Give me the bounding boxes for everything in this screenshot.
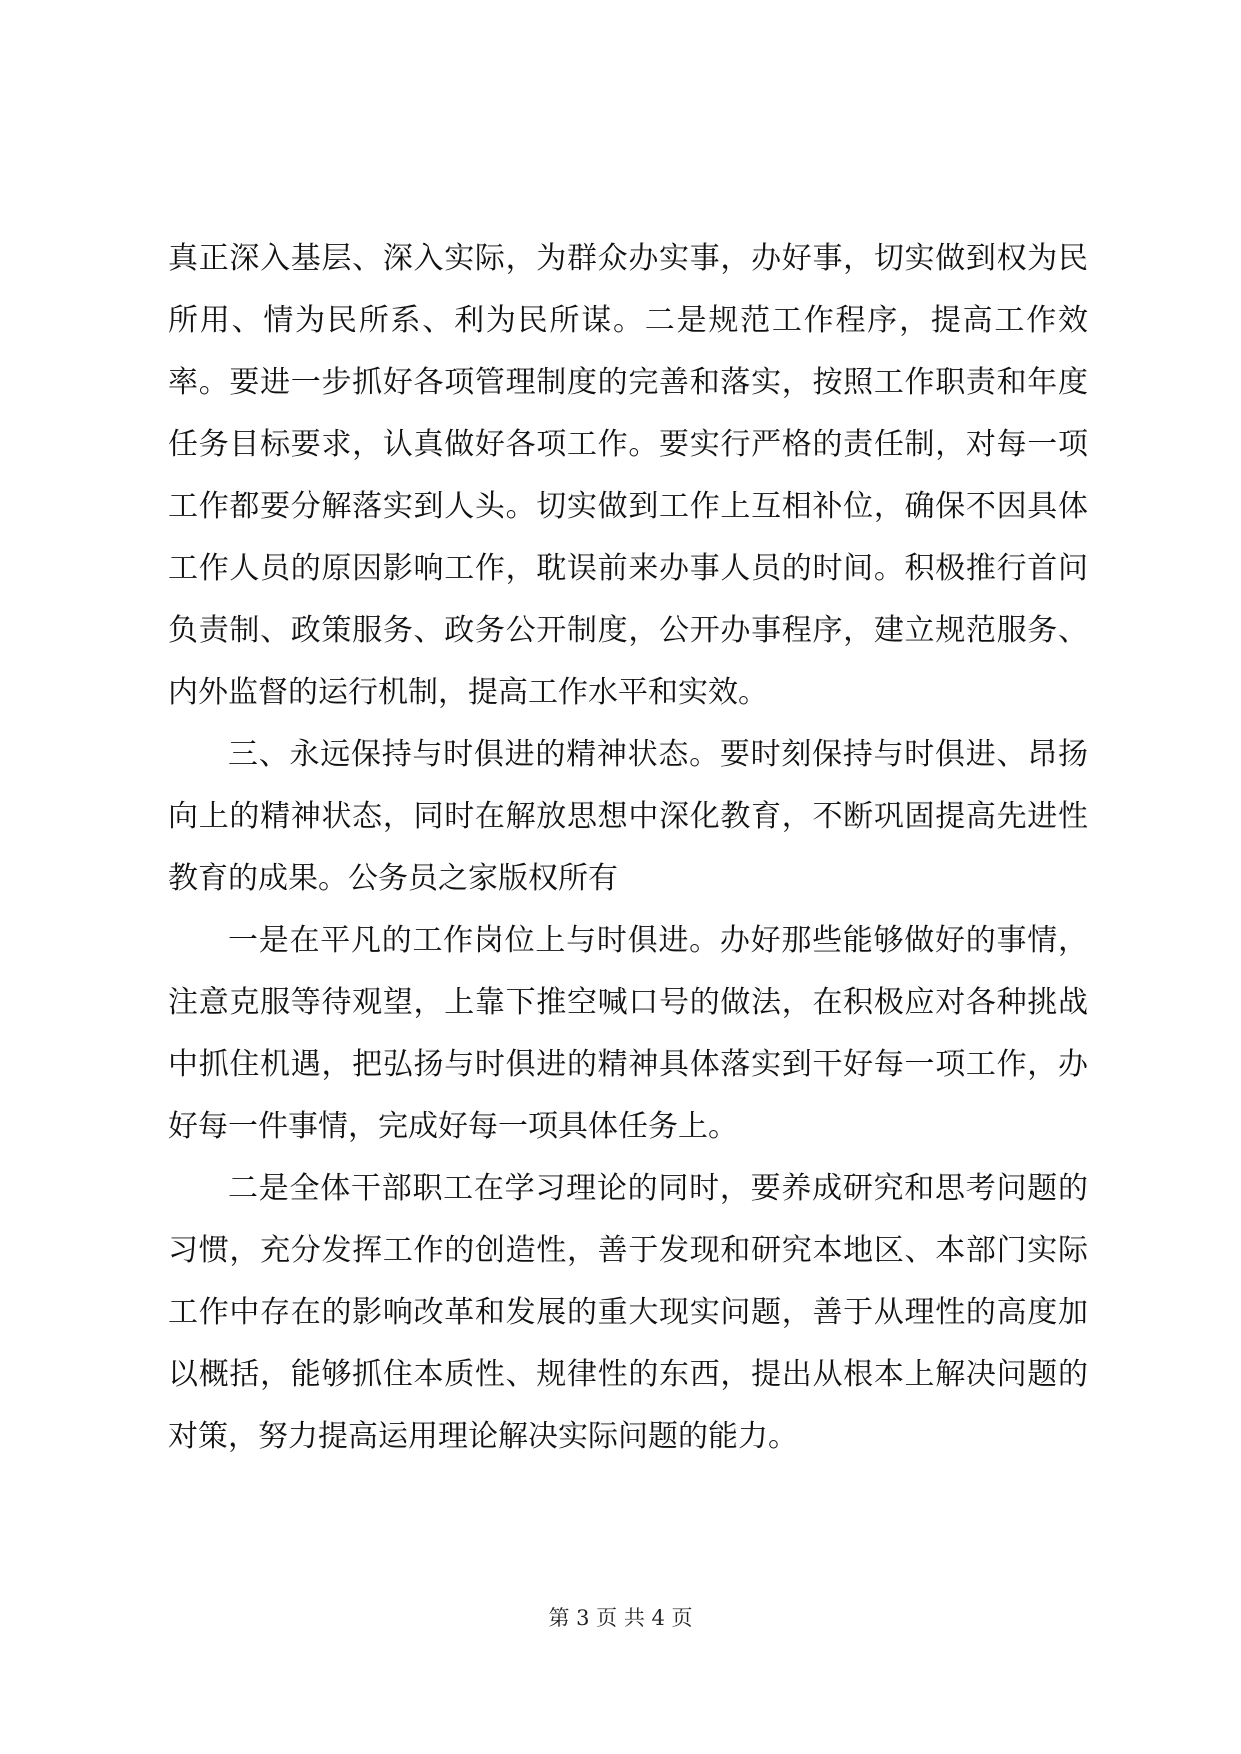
paragraph-1: 真正深入基层、深入实际，为群众办实事，办好事，切实做到权为民所用、情为民所系、利为民所谋。二是规范工作程序，提高工作效率。要进一步抓好各项管理制度的完善和落实，按照工作职责和年度任务目标要求，认真做好各项工作。要实行严格的责任制，对每一项工作都要分解落实到人头。切实做到工作上互相补位，确保不因具体工作人员的原因影响工作，耽误前来办事人员的时间。积极推行首问负责制、政策服务、政务公开制度，公开办事程序，建立规范服务、内外监督的运行机制，提高工作水平和实效。 [168,241,1088,710]
page-number-footer: 第 3 页 共 4 页 [548,1606,693,1630]
paragraph-3: 一是在平凡的工作岗位上与时俱进。办好那些能够做好的事情，注意克服等待观望，上靠下推空喊口号的做法，在积极应对各种挑战中抓住机遇，把弘扬与时俱进的精神具体落实到干好每一项工作，办好每一件事情，完成好每一项具体任务上。 [168,923,1088,1144]
paragraph-4: 二是全体干部职工在学习理论的同时，要养成研究和思考问题的习惯，充分发挥工作的创造性，善于发现和研究本地区、本部门实际工作中存在的影响改革和发展的重大现实问题，善于从理性的高度加以概括，能够抓住本质性、规律性的东西，提出从根本上解决问题的对策，努力提高运用理论解决实际问题的能力。 [168,1171,1088,1454]
paragraph-2: 三、永远保持与时俱进的精神状态。要时刻保持与时俱进、昂扬向上的精神状态，同时在解放思想中深化教育，不断巩固提高先进性教育的成果。公务员之家版权所有 [168,737,1088,896]
body-text [168,228,1088,1468]
